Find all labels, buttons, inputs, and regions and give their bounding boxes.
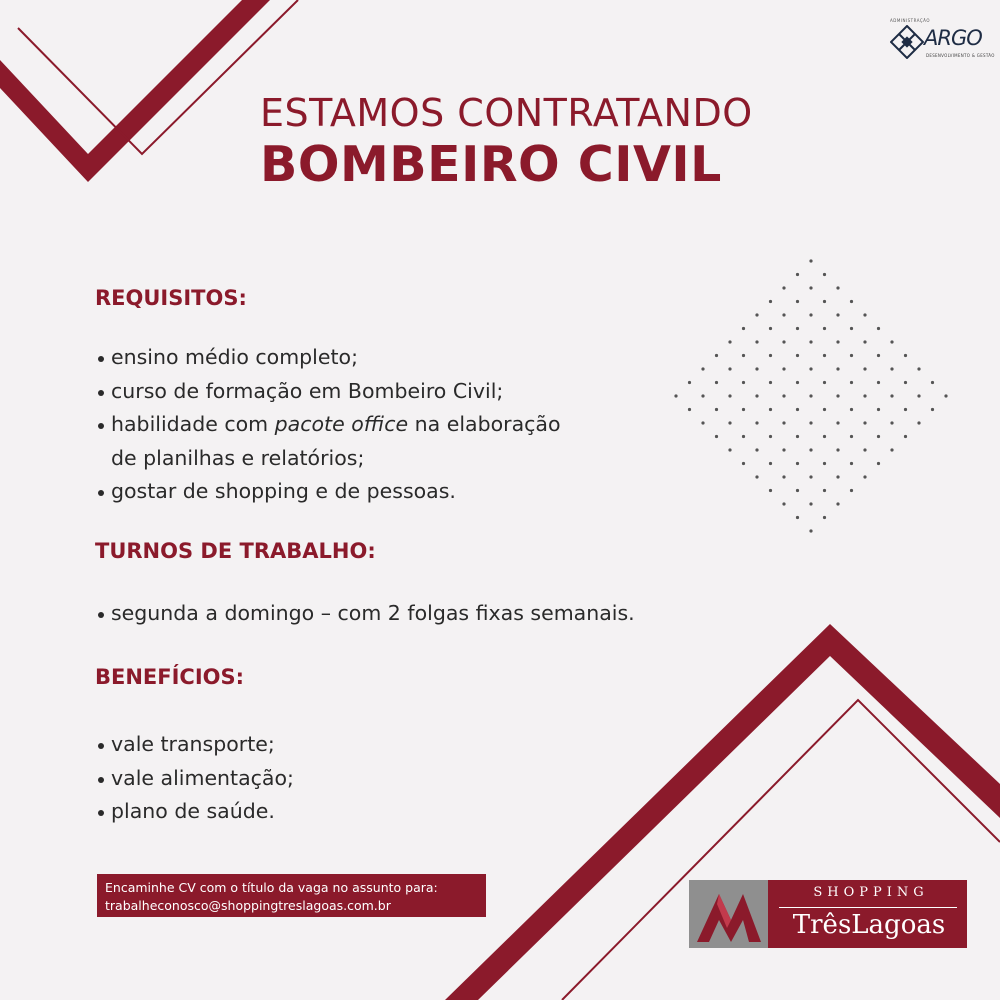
decor-dot xyxy=(931,381,934,384)
decor-dot xyxy=(823,381,826,384)
decor-dot xyxy=(823,327,826,330)
decor-dot xyxy=(863,340,866,343)
decor-dot xyxy=(782,286,785,289)
decor-dot xyxy=(836,394,839,397)
decor-dot xyxy=(674,394,677,397)
argo-tagline: DESENVOLVIMENTO & GESTÃO xyxy=(926,53,995,58)
decor-dot xyxy=(796,354,799,357)
list-item: gostar de shopping e de pessoas. xyxy=(95,475,561,509)
decor-dot xyxy=(890,421,893,424)
contact-instruction: Encaminhe CV com o título da vaga no assunto para: xyxy=(105,880,438,895)
list-item-text: habilidade com xyxy=(111,412,275,436)
decor-dot xyxy=(782,421,785,424)
decor-dot xyxy=(863,475,866,478)
decor-dot xyxy=(769,489,772,492)
decor-dot xyxy=(836,367,839,370)
decor-dot xyxy=(782,502,785,505)
decor-dot xyxy=(728,448,731,451)
decor-dot xyxy=(715,381,718,384)
requirements-list xyxy=(95,341,561,509)
decor-dot xyxy=(850,408,853,411)
logo-divider xyxy=(779,907,957,908)
decor-dot xyxy=(755,313,758,316)
decor-dot xyxy=(877,381,880,384)
decor-dot xyxy=(701,367,704,370)
decor-dot xyxy=(782,313,785,316)
decor-dot xyxy=(769,354,772,357)
decor-dot xyxy=(850,327,853,330)
decor-dot xyxy=(836,313,839,316)
decor-dot xyxy=(782,340,785,343)
decor-dot xyxy=(809,421,812,424)
decor-dot xyxy=(769,300,772,303)
decor-dot xyxy=(904,408,907,411)
contact-box xyxy=(97,874,486,917)
list-item-continuation: de planilhas e relatórios; xyxy=(111,445,365,470)
decor-dot xyxy=(823,273,826,276)
logo-mall-name: TrêsLagoas xyxy=(792,910,946,940)
decor-dot xyxy=(836,475,839,478)
decor-dot xyxy=(769,408,772,411)
decor-dot xyxy=(769,381,772,384)
decor-dot xyxy=(850,462,853,465)
decor-dot xyxy=(877,408,880,411)
decor-dot xyxy=(782,394,785,397)
benefits-list xyxy=(95,728,294,829)
decor-dot xyxy=(836,502,839,505)
decor-dot xyxy=(836,286,839,289)
decor-dot xyxy=(796,489,799,492)
decor-dot xyxy=(931,408,934,411)
decor-dot xyxy=(755,448,758,451)
list-item-text: na elaboração xyxy=(408,412,561,436)
decor-dot xyxy=(796,327,799,330)
argo-wordmark: ARGO xyxy=(924,26,982,50)
list-item: curso de formação em Bombeiro Civil; xyxy=(95,375,561,409)
shifts-title: TURNOS DE TRABALHO: xyxy=(95,539,376,563)
decor-dot xyxy=(863,394,866,397)
decor-dot xyxy=(755,475,758,478)
list-item: ensino médio completo; xyxy=(95,341,561,375)
decor-dot xyxy=(890,340,893,343)
decor-dot xyxy=(890,394,893,397)
decor-dot xyxy=(836,421,839,424)
contact-email: trabalheconosco@shoppingtreslagoas.com.br xyxy=(105,898,391,913)
decor-dot xyxy=(890,448,893,451)
requirements-title: REQUISITOS: xyxy=(95,286,247,310)
decor-dot xyxy=(809,340,812,343)
decor-dot xyxy=(809,394,812,397)
decor-dot xyxy=(917,367,920,370)
decor-dot xyxy=(782,367,785,370)
decor-dot xyxy=(769,462,772,465)
decor-dot xyxy=(796,462,799,465)
decor-dot xyxy=(742,435,745,438)
decor-dot xyxy=(728,421,731,424)
decor-dot xyxy=(782,448,785,451)
decor-dot xyxy=(796,516,799,519)
decor-dot xyxy=(809,502,812,505)
decor-dot xyxy=(796,273,799,276)
argo-admin-label: ADMINISTRAÇÃO xyxy=(890,18,930,23)
decor-dot xyxy=(917,394,920,397)
decor-dot xyxy=(742,462,745,465)
list-item: segunda a domingo – com 2 folgas fixas semanais. xyxy=(95,597,635,631)
decor-dot xyxy=(863,367,866,370)
decor-dot xyxy=(715,408,718,411)
decor-dot xyxy=(850,300,853,303)
decor-dot xyxy=(823,435,826,438)
decor-dot xyxy=(742,381,745,384)
logo-mark xyxy=(689,880,768,948)
list-item xyxy=(95,408,561,475)
decor-dot xyxy=(823,462,826,465)
decor-dot xyxy=(809,529,812,532)
decor-dot xyxy=(782,475,785,478)
decor-dot xyxy=(809,259,812,262)
decor-dot xyxy=(850,381,853,384)
decor-dot xyxy=(863,313,866,316)
decor-dot xyxy=(701,394,704,397)
decor-dot xyxy=(755,394,758,397)
mountain-peak-icon xyxy=(689,880,768,948)
decor-dot xyxy=(796,435,799,438)
list-item: vale alimentação; xyxy=(95,762,294,796)
decor-dot xyxy=(863,421,866,424)
shifts-list xyxy=(95,597,635,631)
decor-dot xyxy=(769,435,772,438)
decor-dot xyxy=(877,327,880,330)
decor-dot xyxy=(836,448,839,451)
shopping-tres-lagoas-logo xyxy=(689,880,967,948)
headline: ESTAMOS CONTRATANDO xyxy=(260,91,753,135)
decor-dot xyxy=(796,300,799,303)
logo-shopping-label: SHOPPING xyxy=(813,885,929,900)
decor-dot xyxy=(742,408,745,411)
decor-dot xyxy=(877,462,880,465)
decor-dot xyxy=(890,367,893,370)
decor-dot xyxy=(755,421,758,424)
decor-dot xyxy=(904,435,907,438)
decor-dot xyxy=(809,367,812,370)
decor-dot xyxy=(728,340,731,343)
decor-dot xyxy=(688,408,691,411)
decor-dot xyxy=(877,435,880,438)
decor-dot xyxy=(850,435,853,438)
list-item: vale transporte; xyxy=(95,728,294,762)
list-item-emphasis: pacote office xyxy=(274,412,409,436)
decor-dot xyxy=(823,516,826,519)
diamond-grid-icon xyxy=(890,25,924,59)
decor-dot xyxy=(809,286,812,289)
decor-dot xyxy=(742,354,745,357)
decor-dot xyxy=(769,327,772,330)
decor-dot xyxy=(796,381,799,384)
decor-dot xyxy=(688,381,691,384)
decor-dot xyxy=(742,327,745,330)
decor-dot xyxy=(823,354,826,357)
decor-dot xyxy=(728,367,731,370)
decor-dot xyxy=(850,489,853,492)
job-title: BOMBEIRO CIVIL xyxy=(260,136,722,193)
benefits-title: BENEFÍCIOS: xyxy=(95,665,245,689)
decor-dot xyxy=(755,340,758,343)
decor-dot xyxy=(904,381,907,384)
decor-dot xyxy=(823,408,826,411)
decor-dot xyxy=(904,354,907,357)
dot-diamond-pattern xyxy=(674,259,947,532)
decor-dot xyxy=(809,448,812,451)
decor-dot xyxy=(755,367,758,370)
decor-dot xyxy=(715,354,718,357)
decor-dot xyxy=(836,340,839,343)
decor-dot xyxy=(715,435,718,438)
decor-dot xyxy=(823,489,826,492)
decor-dot xyxy=(823,300,826,303)
top-left-chevron xyxy=(0,0,270,182)
decor-dot xyxy=(701,421,704,424)
decor-dot xyxy=(944,394,947,397)
decor-dot xyxy=(796,408,799,411)
decor-dot xyxy=(728,394,731,397)
decor-dot xyxy=(917,421,920,424)
decor-dot xyxy=(863,448,866,451)
decor-dot xyxy=(850,354,853,357)
list-item: plano de saúde. xyxy=(95,795,294,829)
argo-logo xyxy=(888,18,995,64)
decor-dot xyxy=(809,313,812,316)
decor-dot xyxy=(877,354,880,357)
decor-dot xyxy=(809,475,812,478)
